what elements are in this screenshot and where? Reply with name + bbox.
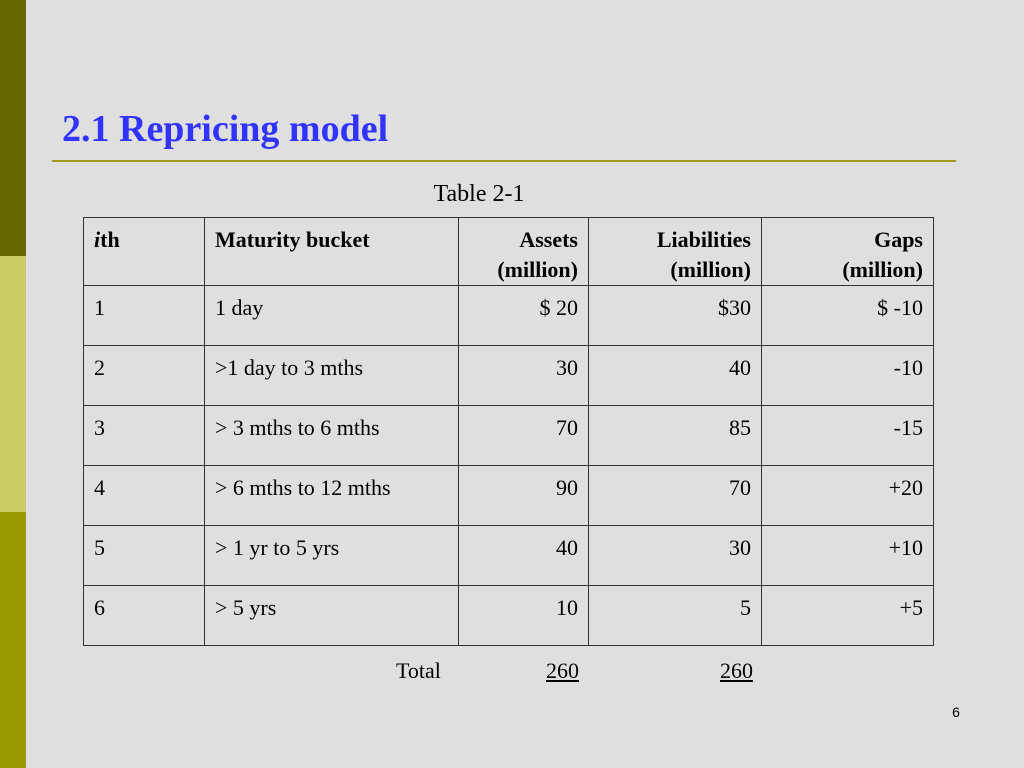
cell-liabilities: 40 bbox=[589, 346, 762, 406]
cell-bucket: > 3 mths to 6 mths bbox=[205, 406, 459, 466]
cell-assets: 30 bbox=[459, 346, 589, 406]
cell-assets: $ 20 bbox=[459, 286, 589, 346]
cell-liabilities: 30 bbox=[589, 526, 762, 586]
cell-i: 4 bbox=[84, 466, 205, 526]
cell-assets: 90 bbox=[459, 466, 589, 526]
cell-assets: 40 bbox=[459, 526, 589, 586]
cell-gaps: $ -10 bbox=[762, 286, 934, 346]
table-row bbox=[84, 526, 934, 586]
header-assets-line1: Assets bbox=[519, 227, 578, 252]
cell-assets: 10 bbox=[459, 586, 589, 646]
header-gaps bbox=[762, 218, 934, 286]
cell-liabilities: $30 bbox=[589, 286, 762, 346]
cell-i: 2 bbox=[84, 346, 205, 406]
cell-gaps: +10 bbox=[762, 526, 934, 586]
side-bar-light bbox=[0, 256, 26, 512]
cell-assets: 70 bbox=[459, 406, 589, 466]
slide-title: 2.1 Repricing model bbox=[62, 108, 389, 150]
title-underline bbox=[52, 160, 956, 162]
header-liabilities bbox=[589, 218, 762, 286]
cell-liabilities: 5 bbox=[589, 586, 762, 646]
header-assets-line2: (million) bbox=[497, 257, 578, 282]
repricing-gap-table bbox=[83, 217, 934, 646]
cell-gaps: +5 bbox=[762, 586, 934, 646]
page-number: 6 bbox=[952, 704, 960, 720]
table-row bbox=[84, 406, 934, 466]
header-gaps-line1: Gaps bbox=[874, 227, 923, 252]
cell-bucket: > 5 yrs bbox=[205, 586, 459, 646]
table-header-row bbox=[84, 218, 934, 286]
cell-gaps: -10 bbox=[762, 346, 934, 406]
header-assets bbox=[459, 218, 589, 286]
header-ith bbox=[84, 218, 205, 286]
total-label: Total bbox=[396, 658, 441, 683]
table-row bbox=[84, 466, 934, 526]
cell-i: 1 bbox=[84, 286, 205, 346]
cell-i: 5 bbox=[84, 526, 205, 586]
header-gaps-line2: (million) bbox=[842, 257, 923, 282]
cell-bucket: > 1 yr to 5 yrs bbox=[205, 526, 459, 586]
table-row bbox=[84, 346, 934, 406]
side-bar-dark bbox=[0, 0, 26, 256]
table-row bbox=[84, 586, 934, 646]
header-liabilities-line2: (million) bbox=[670, 257, 751, 282]
total-assets: 260 bbox=[546, 658, 579, 683]
cell-liabilities: 85 bbox=[589, 406, 762, 466]
cell-gaps: -15 bbox=[762, 406, 934, 466]
header-maturity-bucket: Maturity bucket bbox=[205, 218, 459, 286]
header-liabilities-line1: Liabilities bbox=[656, 227, 751, 252]
header-ith-rest: th bbox=[100, 227, 120, 252]
table-row bbox=[84, 286, 934, 346]
cell-liabilities: 70 bbox=[589, 466, 762, 526]
table-caption: Table 2-1 bbox=[433, 181, 525, 207]
total-liabilities: 260 bbox=[720, 658, 753, 683]
cell-gaps: +20 bbox=[762, 466, 934, 526]
cell-i: 3 bbox=[84, 406, 205, 466]
header-ith-italic: i bbox=[94, 227, 101, 252]
cell-bucket: 1 day bbox=[205, 286, 459, 346]
side-bar-mid bbox=[0, 512, 26, 768]
cell-bucket: > 6 mths to 12 mths bbox=[205, 466, 459, 526]
cell-bucket: >1 day to 3 mths bbox=[205, 346, 459, 406]
cell-i: 6 bbox=[84, 586, 205, 646]
